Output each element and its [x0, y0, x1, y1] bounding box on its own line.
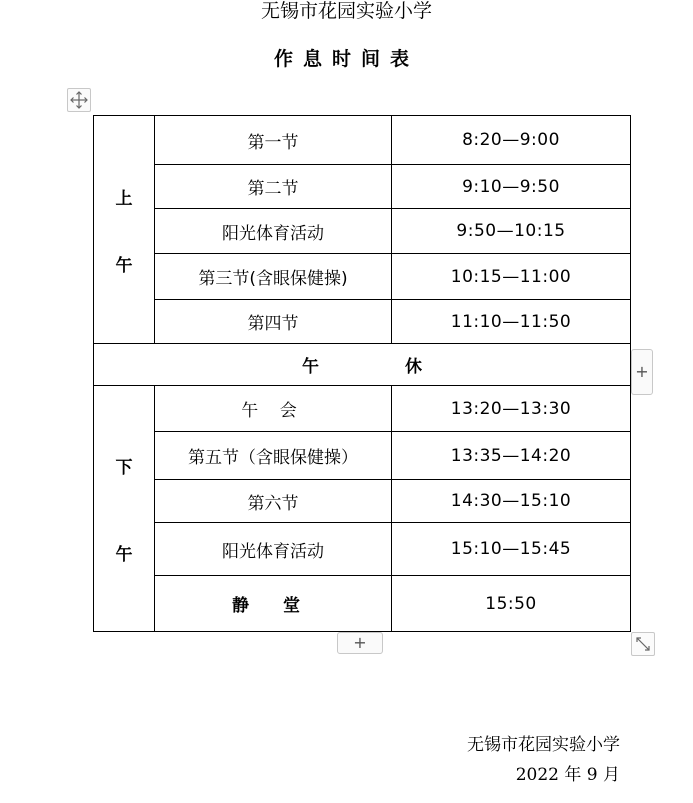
- resize-diagonal-icon: [632, 633, 654, 655]
- class-time-cell[interactable]: 13:20—13:30: [392, 386, 631, 432]
- move-arrows-icon: [68, 89, 90, 111]
- class-name-cell[interactable]: 第六节: [155, 480, 392, 523]
- table-move-handle[interactable]: [67, 88, 91, 112]
- class-time-cell[interactable]: 11:10—11:50: [392, 300, 631, 344]
- class-name-cell[interactable]: 第一节: [155, 116, 392, 165]
- class-time-cell[interactable]: 9:50—10:15: [392, 209, 631, 254]
- class-time-cell[interactable]: 15:10—15:45: [392, 523, 631, 576]
- table-row: [94, 254, 631, 300]
- table-row: [94, 165, 631, 209]
- morning-label-char: 午: [115, 255, 133, 276]
- table-row: [94, 209, 631, 254]
- table-row: [94, 523, 631, 576]
- class-name-cell[interactable]: 第三节(含眼保健操): [155, 254, 392, 300]
- class-name-cell[interactable]: 午 会: [155, 386, 392, 432]
- afternoon-period-cell[interactable]: [94, 386, 155, 632]
- class-time-cell[interactable]: 15:50: [392, 576, 631, 632]
- class-time-cell[interactable]: 13:35—14:20: [392, 432, 631, 480]
- table-row: [94, 116, 631, 165]
- table-resize-handle[interactable]: [631, 632, 655, 656]
- class-name-cell[interactable]: 阳光体育活动: [155, 523, 392, 576]
- class-name-cell[interactable]: 第五节（含眼保健操）: [155, 432, 392, 480]
- class-time-cell[interactable]: 14:30—15:10: [392, 480, 631, 523]
- table-row: [94, 432, 631, 480]
- class-time-cell[interactable]: 8:20—9:00: [392, 116, 631, 165]
- table-row: [94, 576, 631, 632]
- class-name-cell[interactable]: 第二节: [155, 165, 392, 209]
- schedule-table: [93, 115, 631, 632]
- add-column-button[interactable]: [631, 349, 653, 395]
- afternoon-label-char: 午: [115, 544, 133, 565]
- class-time-cell[interactable]: 9:10—9:50: [392, 165, 631, 209]
- footer-date: 2022 年 9 月: [515, 765, 620, 785]
- lunch-label-char: 午: [302, 357, 319, 377]
- lunch-label-char: 休: [405, 357, 422, 377]
- lunch-break-cell[interactable]: [94, 344, 631, 386]
- class-name-cell[interactable]: 阳光体育活动: [155, 209, 392, 254]
- afternoon-label-char: 下: [115, 457, 133, 478]
- morning-label-char: 上: [115, 188, 133, 209]
- class-time-cell[interactable]: 10:15—11:00: [392, 254, 631, 300]
- table-title: 作息时间表: [273, 48, 419, 70]
- class-name-cell[interactable]: 第四节: [155, 300, 392, 344]
- table-row: [94, 386, 631, 432]
- morning-period-cell[interactable]: [94, 116, 155, 344]
- school-title: 无锡市花园实验小学: [260, 0, 432, 22]
- add-row-button[interactable]: [337, 632, 383, 654]
- table-row: [94, 300, 631, 344]
- plus-icon: +: [353, 633, 367, 652]
- footer-school-name: 无锡市花园实验小学: [467, 735, 620, 755]
- table-row: [94, 480, 631, 523]
- plus-icon: +: [635, 362, 649, 381]
- table-row: [94, 344, 631, 386]
- class-name-cell[interactable]: 静 堂: [155, 576, 392, 632]
